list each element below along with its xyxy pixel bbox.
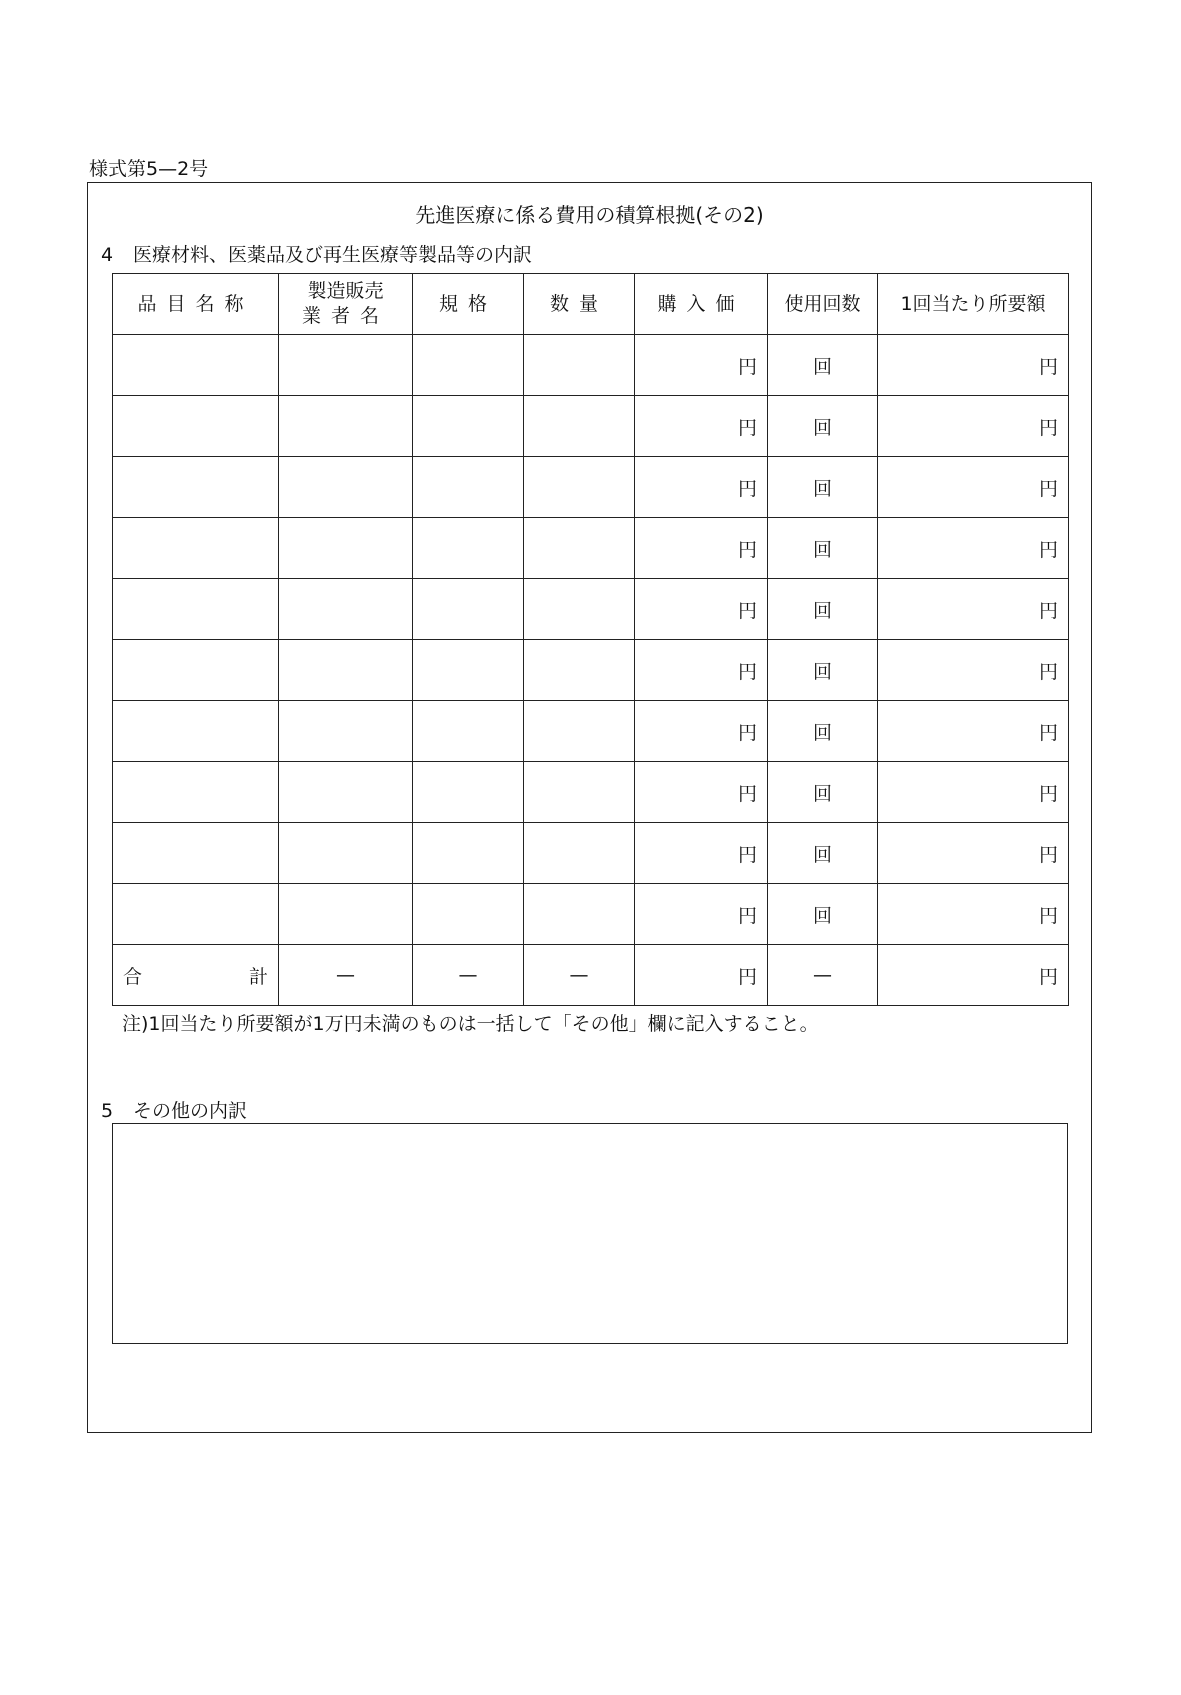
total-label-cell	[113, 945, 279, 1006]
per-use-cell[interactable]: 円	[878, 640, 1069, 701]
total-uses-dash: —	[768, 945, 878, 1006]
price-cell[interactable]: 円	[635, 579, 768, 640]
spec-cell[interactable]	[413, 884, 524, 945]
quantity-cell[interactable]	[524, 457, 635, 518]
table-header-row	[113, 274, 1069, 335]
spec-cell[interactable]	[413, 579, 524, 640]
section-4-title: 医療材料、医薬品及び再生医療等製品等の内訳	[133, 244, 533, 266]
per-use-cell[interactable]: 円	[878, 335, 1069, 396]
spec-cell[interactable]	[413, 396, 524, 457]
per-use-cell[interactable]: 円	[878, 823, 1069, 884]
item-name-cell[interactable]	[113, 640, 279, 701]
uses-cell[interactable]: 回	[768, 640, 878, 701]
uses-cell[interactable]: 回	[768, 518, 878, 579]
per-use-cell[interactable]: 円	[878, 579, 1069, 640]
item-name-cell[interactable]	[113, 457, 279, 518]
uses-cell[interactable]: 回	[768, 579, 878, 640]
total-spec-dash: —	[413, 945, 524, 1006]
uses-cell[interactable]: 回	[768, 762, 878, 823]
section-4-number: 4	[101, 244, 114, 266]
quantity-cell[interactable]	[524, 335, 635, 396]
item-name-cell[interactable]	[113, 396, 279, 457]
uses-cell[interactable]: 回	[768, 457, 878, 518]
price-cell[interactable]: 円	[635, 457, 768, 518]
quantity-cell[interactable]	[524, 640, 635, 701]
table-row	[113, 762, 1069, 823]
header-maker: 製造販売 業者名	[279, 274, 413, 335]
section-5-number: 5	[101, 1100, 114, 1122]
per-use-cell[interactable]: 円	[878, 762, 1069, 823]
item-name-cell[interactable]	[113, 335, 279, 396]
table-note: 注)1回当たり所要額が1万円未満のものは一括して「その他」欄に記入すること。	[122, 1013, 819, 1035]
item-name-cell[interactable]	[113, 579, 279, 640]
table-row	[113, 518, 1069, 579]
other-breakdown-box[interactable]	[112, 1123, 1068, 1344]
maker-cell[interactable]	[279, 640, 413, 701]
per-use-cell[interactable]: 円	[878, 518, 1069, 579]
maker-cell[interactable]	[279, 457, 413, 518]
price-cell[interactable]: 円	[635, 701, 768, 762]
spec-cell[interactable]	[413, 518, 524, 579]
header-quantity: 数量	[524, 274, 635, 335]
price-cell[interactable]: 円	[635, 396, 768, 457]
total-row	[113, 945, 1069, 1006]
quantity-cell[interactable]	[524, 884, 635, 945]
total-per-use-cell[interactable]: 円	[878, 945, 1069, 1006]
materials-breakdown-table	[112, 273, 1069, 1006]
header-item-name: 品目名称	[113, 274, 279, 335]
maker-cell[interactable]	[279, 823, 413, 884]
price-cell[interactable]: 円	[635, 884, 768, 945]
table-row	[113, 884, 1069, 945]
header-spec: 規格	[413, 274, 524, 335]
total-maker-dash: —	[279, 945, 413, 1006]
uses-cell[interactable]: 回	[768, 396, 878, 457]
spec-cell[interactable]	[413, 335, 524, 396]
quantity-cell[interactable]	[524, 579, 635, 640]
item-name-cell[interactable]	[113, 762, 279, 823]
total-label-right: 計	[248, 965, 268, 988]
quantity-cell[interactable]	[524, 762, 635, 823]
price-cell[interactable]: 円	[635, 335, 768, 396]
spec-cell[interactable]	[413, 701, 524, 762]
spec-cell[interactable]	[413, 823, 524, 884]
quantity-cell[interactable]	[524, 823, 635, 884]
spec-cell[interactable]	[413, 762, 524, 823]
total-label-left: 合	[123, 965, 143, 988]
item-name-cell[interactable]	[113, 823, 279, 884]
maker-cell[interactable]	[279, 518, 413, 579]
header-uses: 使用回数	[768, 274, 878, 335]
quantity-cell[interactable]	[524, 701, 635, 762]
table-row	[113, 640, 1069, 701]
maker-cell[interactable]	[279, 762, 413, 823]
price-cell[interactable]: 円	[635, 640, 768, 701]
maker-cell[interactable]	[279, 884, 413, 945]
uses-cell[interactable]: 回	[768, 823, 878, 884]
form-number: 様式第5—2号	[89, 158, 209, 180]
item-name-cell[interactable]	[113, 884, 279, 945]
spec-cell[interactable]	[413, 640, 524, 701]
section-5-title: その他の内訳	[133, 1100, 248, 1122]
uses-cell[interactable]: 回	[768, 884, 878, 945]
header-price: 購入価	[635, 274, 768, 335]
per-use-cell[interactable]: 円	[878, 396, 1069, 457]
price-cell[interactable]: 円	[635, 762, 768, 823]
table-row	[113, 457, 1069, 518]
section-4-heading	[101, 240, 532, 267]
table-row	[113, 335, 1069, 396]
maker-cell[interactable]	[279, 701, 413, 762]
quantity-cell[interactable]	[524, 396, 635, 457]
per-use-cell[interactable]: 円	[878, 457, 1069, 518]
header-per-use: 1回当たり所要額	[878, 274, 1069, 335]
total-price-cell[interactable]: 円	[635, 945, 768, 1006]
uses-cell[interactable]: 回	[768, 701, 878, 762]
maker-cell[interactable]	[279, 396, 413, 457]
table-row	[113, 396, 1069, 457]
per-use-cell[interactable]: 円	[878, 701, 1069, 762]
document-title: 先進医療に係る費用の積算根拠(その2)	[415, 203, 764, 227]
item-name-cell[interactable]	[113, 518, 279, 579]
per-use-cell[interactable]: 円	[878, 884, 1069, 945]
table-row	[113, 823, 1069, 884]
item-name-cell[interactable]	[113, 701, 279, 762]
uses-cell[interactable]: 回	[768, 335, 878, 396]
table-row	[113, 579, 1069, 640]
maker-cell[interactable]	[279, 579, 413, 640]
spec-cell[interactable]	[413, 457, 524, 518]
total-quantity-dash: —	[524, 945, 635, 1006]
section-5-heading	[101, 1096, 247, 1123]
form-frame	[87, 182, 1092, 1433]
price-cell[interactable]: 円	[635, 518, 768, 579]
price-cell[interactable]: 円	[635, 823, 768, 884]
quantity-cell[interactable]	[524, 518, 635, 579]
table-row	[113, 701, 1069, 762]
maker-cell[interactable]	[279, 335, 413, 396]
